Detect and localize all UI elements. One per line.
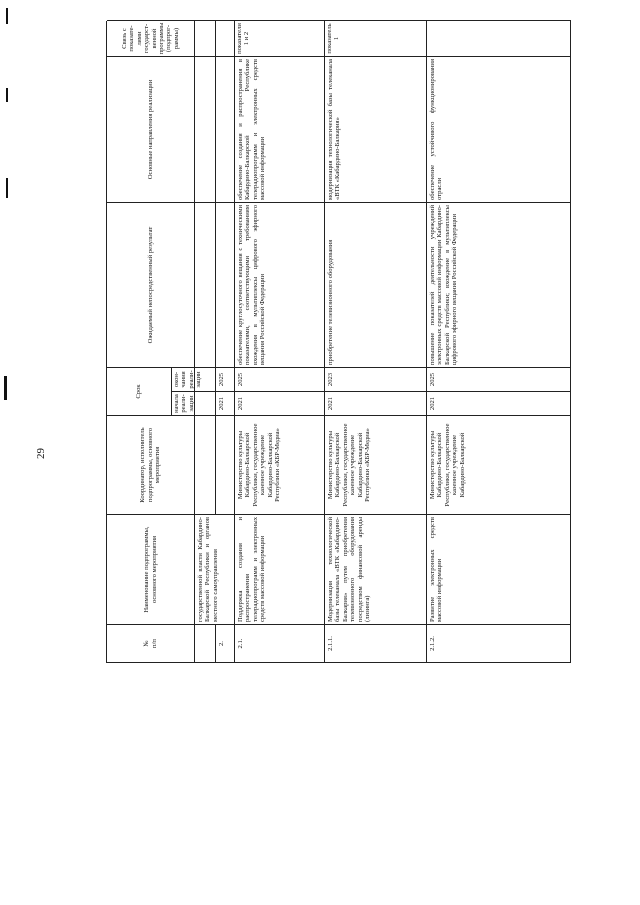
row-2-coordinator: Министерство культуры Кабардино-Балкарской Республики, государственное казенное учреждение Кабардино-Балкарской Республики «КБР-Медиа»: [235, 415, 325, 514]
row-3-link: показатель 1: [325, 20, 427, 56]
header-term: Срок: [107, 367, 172, 415]
row-0-coordinator: [195, 415, 216, 514]
row-0-result: [195, 202, 216, 367]
row-1-end: 2025: [216, 367, 235, 391]
scan-mark-middle: [6, 88, 8, 102]
row-1-link: [216, 20, 235, 56]
row-1-coordinator: [216, 415, 235, 514]
header-start: начала реали-зации: [172, 391, 195, 415]
row-1-directions: [216, 56, 235, 202]
row-4-result: повышение показателей деятельности учреждений электронных средств массовой информации Кабардино-Балкарской Республики; вхождение в мультиплексы цифрового эфирного вещания Российской Федерации: [427, 202, 571, 367]
page-number: 29: [35, 448, 47, 459]
row-0-start: [195, 391, 216, 415]
header-name: Наименование подпрограммы, основного мероприятия: [107, 514, 195, 624]
scan-mark-top: [6, 8, 8, 24]
row-2-num: 2.1.: [235, 624, 325, 662]
row-0-name: государственной власти Кабардино-Балкарской Республики и органов местного самоуправления: [195, 514, 235, 624]
header-num: № п/п: [107, 624, 195, 662]
row-4-coordinator: Министерство культуры Кабардино-Балкарской Республики, государственное казенное учреждение Кабардино-Балкарской: [427, 415, 571, 514]
row-4-directions: обеспечение устойчивого функционирования отрасли: [427, 56, 571, 202]
row-3-num: 2.1.1.: [325, 624, 427, 662]
row-3-directions: модернизация технологической базы телеканала «ВТК «Кабардино-Балкария»: [325, 56, 427, 202]
row-2-name: Поддержка создания и распространения телерадиопрограмм и электронных средств массовой информации: [235, 514, 325, 624]
row-3-end: 2023: [325, 367, 427, 391]
row-1-result: [216, 202, 235, 367]
row-2-start: 2021: [235, 391, 325, 415]
row-0-end: [195, 367, 216, 391]
row-2-directions: обеспечение создания и распространения в Кабардино-Балкарской Республике телерадиопрограмм и электронных средств массовой информации: [235, 56, 325, 202]
header-result: Ожидаемый непосредственный результат: [107, 202, 195, 367]
row-3-coordinator: Министерство культуры Кабардино-Балкарской Республики, государственное казенное учреждение Кабардино-Балкарской Республики «КБР-Медиа»: [325, 415, 427, 514]
row-3-start: 2021: [325, 391, 427, 415]
scan-mark-tick: [6, 178, 8, 198]
row-4-end: 2025: [427, 367, 571, 391]
row-4-link: [427, 20, 571, 56]
row-3-result: приобретение телевизионного оборудования: [325, 202, 427, 367]
row-2-link: показатели 1 и 2: [235, 20, 325, 56]
program-table-grid: [106, 21, 571, 663]
row-4-start: 2021: [427, 391, 571, 415]
row-4-name: Развитие электронных средств массовой информации: [427, 514, 571, 624]
scan-mark-bottom: [4, 376, 7, 400]
header-link: Связь с показате-лями государст-венной программы (подпрог-раммы): [107, 20, 195, 56]
row-2-end: 2025: [235, 367, 325, 391]
row-2-result: обеспечение круглосуточного вещания с техническими показателями, соответствующими требованиям вхождения в мультиплексы цифрового эфирного вещания Российской Федерации: [235, 202, 325, 367]
row-0-directions: [195, 56, 216, 202]
program-table: [100, 22, 576, 852]
header-coordinator: Координатор, исполнитель подпрограммы, основного мероприятия: [107, 415, 195, 514]
header-directions: Основные направления реализации: [107, 56, 195, 202]
row-3-name: Модернизация технологической базы телеканала «ВТК «Кабардино-Балкария» путем приобретения телевизионного оборудования посредством финансовой аренды (лизинга): [325, 514, 427, 624]
row-0-num: [195, 624, 216, 662]
header-end: окон-чания реали-зации: [172, 367, 195, 391]
row-0-link: [195, 20, 216, 56]
row-1-num: 2.: [216, 624, 235, 662]
row-1-start: 2021: [216, 391, 235, 415]
row-4-num: 2.1.2.: [427, 624, 571, 662]
